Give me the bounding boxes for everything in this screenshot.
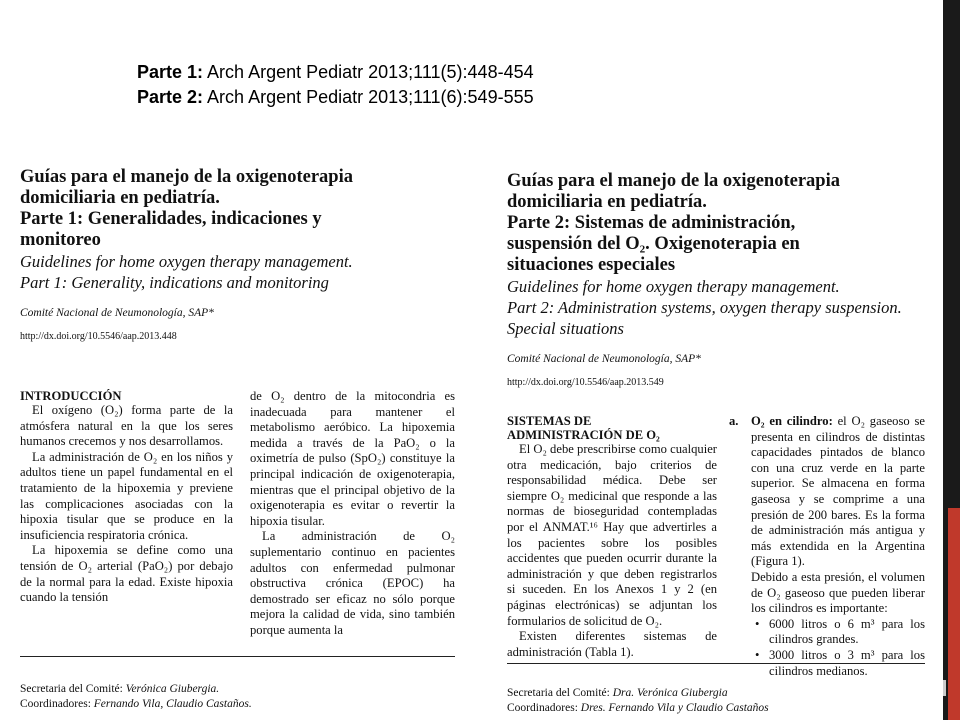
paper2-footer — [507, 686, 932, 716]
paper1-footer-rule — [20, 656, 455, 657]
paper1-col1 — [20, 389, 233, 606]
paper2-footer-rule — [507, 663, 925, 664]
paper1-paragraph: La hipoxemia se define como una tensión de O₂ arterial (PaO₂) por debajo de la normal para la edad. Existe hipoxia cuando la tensión — [20, 543, 233, 605]
paper2-system-item: a. O₂ en cilindro: el O₂ gaseoso se presenta en cilindros de distintas capacidades pintados de blanco con una cruz verde en la parte superior. Se almacena en forma gaseosa y se comprime a una presión de 200 bares. Es la forma de administración más antigua y más extendida en la Argentina (Figura 1). Debido a esta presión, el volumen de O₂ gaseoso que pueden liberar los cilindros es importante: • 6000 litros o 6 m³ para los cilindros grandes. • 3000 litros o 3 m³ para los cilindros medianos. — [751, 414, 925, 679]
paper2-header — [507, 171, 937, 388]
paper1-title: Guías para el manejo de la oxigenoterapia domiciliaria en pediatría. Parte 1: Generalidades, indicaciones y monitoreo — [20, 167, 353, 250]
paper2-doi-link[interactable]: http://dx.doi.org/10.5546/aap.2013.549 — [507, 377, 664, 388]
list-marker: a. — [729, 414, 739, 428]
paper2-section-heading: SISTEMAS DE ADMINISTRACIÓN DE O₂ — [507, 414, 660, 442]
list-item: • 6000 litros o 6 m³ para los cilindros grandes. — [769, 617, 925, 648]
header-line-1: Parte 1: Arch Argent Pediatr 2013;111(5):448-454 — [137, 62, 534, 82]
paper1-footer — [20, 682, 455, 712]
paper2-col1 — [507, 414, 717, 660]
sidebar-accent — [948, 508, 960, 720]
sidebar-mark — [943, 680, 946, 696]
paper1-col2 — [250, 389, 455, 639]
slide-header — [137, 60, 534, 110]
paper1-subtitle: Guidelines for home oxygen therapy management. Part 1: Generality, indications and monitoring — [20, 252, 353, 292]
paper1-paragraph: La administración de O₂ suplementario continuo en pacientes adultos con enfermedad pulmonar obstructiva crónica (EPOC) ha demostrado ser eficaz no sólo porque mejora la calidad de vida, sino también porque aumenta la — [250, 529, 455, 637]
paper1-footer-coordinators: Coordinadores: Fernando Vila, Claudio Castaños. — [20, 698, 252, 710]
paper2-footer-secretary: Secretaria del Comité: Dra. Verónica Giubergia — [507, 687, 728, 699]
paper1-paragraph: de O₂ dentro de la mitocondria es inadecuada para mantener el metabolismo aeróbico. La hipoxemia medida a través de la PaO₂ o la oximetría de pulso (SpO₂) constituye la principal indicación de oxigenoterapia, mientras que el principal objetivo de la oxigenoterapia es evitar o revertir la hipoxia tisular. — [250, 389, 455, 528]
paper2-item-lead: O₂ en cilindro: — [751, 414, 833, 428]
paper1-header — [20, 167, 460, 342]
paper2-paragraph: El O₂ debe prescribirse como cualquier otra medicación, bajo criterios de responsabilidad médica. Debe ser siempre O₂ medicinal que responde a las normas de bioseguridad contempladas por el ANMAT.¹⁶ Hay que advertirles a los pacientes sobre los posibles accidentes que pueden ocurrir durante la administración y que deben registrarlos si suceden. En los Anexos 1 y 2 (en páginas electrónicas) se adjuntan los formularios de solicitud de O₂. — [507, 442, 717, 628]
paper2-col2 — [729, 414, 925, 679]
list-item: • 3000 litros o 3 m³ para los cilindros medianos. — [769, 648, 925, 679]
paper2-committee: Comité Nacional de Neumonología, SAP* — [507, 353, 701, 365]
paper1-doi-link[interactable]: http://dx.doi.org/10.5546/aap.2013.448 — [20, 331, 177, 342]
paper2-title: Guías para el manejo de la oxigenoterapia domiciliaria en pediatría. Parte 2: Sistemas de administración, suspensión del O₂. Oxigenoterapia en situaciones especiales — [507, 171, 840, 275]
paper2-footer-coordinators: Coordinadores: Dres. Fernando Vila y Claudio Castaños — [507, 702, 769, 714]
paper2-subtitle: Guidelines for home oxygen therapy management. Part 2: Administration systems, oxygen therapy suspension. Special situations — [507, 277, 902, 338]
paper1-footer-secretary: Secretaria del Comité: Verónica Giubergia. — [20, 683, 220, 695]
paper1-committee: Comité Nacional de Neumonología, SAP* — [20, 307, 214, 319]
paper1-section-heading: INTRODUCCIÓN — [20, 389, 122, 403]
paper2-bullet-list — [751, 617, 925, 679]
paper2-paragraph: Existen diferentes sistemas de administración (Tabla 1). — [507, 629, 717, 659]
header-line-2: Parte 2: Arch Argent Pediatr 2013;111(6):549-555 — [137, 87, 534, 107]
paper2-item-text: Debido a esta presión, el volumen de O₂ gaseoso que pueden liberar los cilindros es importante: — [751, 569, 925, 616]
paper1-paragraph: La administración de O₂ en los niños y adultos tiene un papel fundamental en el tratamiento de la hipoxemia y previene las complicaciones asociadas con la hipoxia tisular que se produce en la insuficiencia respiratoria crónica. — [20, 449, 233, 542]
paper1-paragraph: El oxígeno (O₂) forma parte de la atmósfera natural en la que los seres humanos crecemos y nos desarrollamos. — [20, 403, 233, 449]
paper2-system-list — [729, 414, 925, 679]
